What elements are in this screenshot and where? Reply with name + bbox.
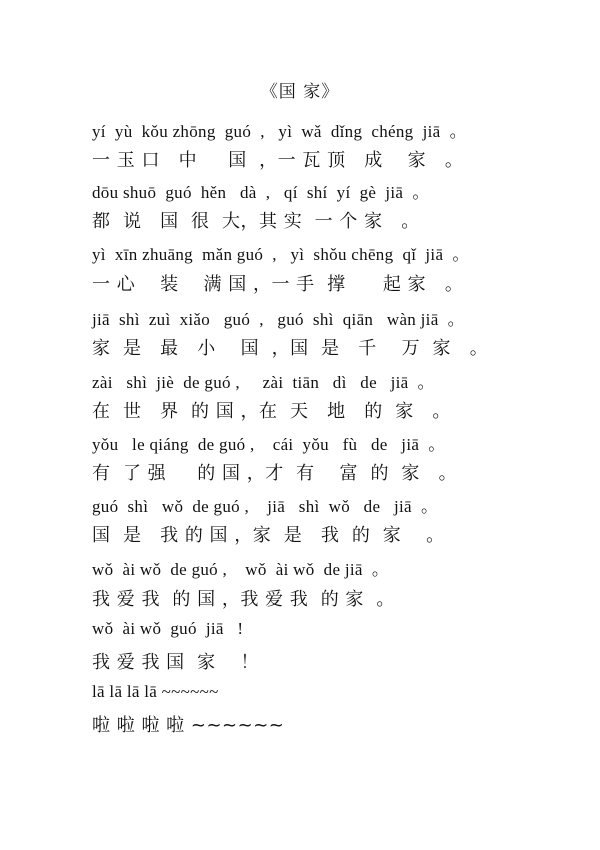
hanzi-line-6: 有 了 强 的 国 ，才 有 富 的 家 。 [92, 463, 458, 484]
pinyin-line-1: yí yù kǒu zhōng guó , yì wǎ dǐng chéng jiā 。 [92, 122, 467, 141]
pinyin-line-2: dōu shuō guó hěn dà , qí shí yí gè jiā 。 [92, 183, 430, 202]
pinyin-line-6: yǒu le qiáng de guó , cái yǒu fù de jiā 。 [92, 435, 446, 454]
hanzi-line-2: 都 说 国 很 大，其 实 一 个 家 。 [92, 211, 420, 232]
pinyin-line-5: zài shì jiè de guó , zài tiān dì de jiā 。 [92, 373, 435, 392]
hanzi-line-9: 我 爱 我 国 家 ！ [92, 652, 259, 673]
pinyin-line-7: guó shì wǒ de guó , jiā shì wǒ de jiā 。 [92, 497, 439, 516]
pinyin-line-3: yì xīn zhuāng mǎn guó , yì shǒu chēng qǐ jiā 。 [92, 245, 470, 264]
hanzi-line-1: 一 玉 口 中 国 ，一 瓦 顶 成 家 。 [92, 150, 464, 171]
pinyin-line-9: wǒ ài wǒ guó jiā ! [92, 619, 244, 638]
hanzi-line-7: 国 是 我 的 国 ，家 是 我 的 家 。 [92, 525, 445, 546]
hanzi-line-8: 我 爱 我 的 国 ，我 爱 我 的 家 。 [92, 589, 395, 610]
pinyin-line-10: lā lā lā lā ~~~~~~ [92, 682, 219, 701]
pinyin-line-8: wǒ ài wǒ de guó , wǒ ài wǒ de jiā 。 [92, 560, 390, 579]
hanzi-line-4: 家 是 最 小 国 ，国 是 千 万 家 。 [92, 338, 489, 359]
hanzi-line-10: 啦 啦 啦 啦 ~~~~~~ [92, 715, 285, 736]
poem-title: 《国 家》 [260, 82, 340, 102]
pinyin-line-4: jiā shì zuì xiǎo guó , guó shì qiān wàn jiā 。 [92, 310, 465, 329]
hanzi-line-3: 一 心 装 满 国 ，一 手 撑 起 家 。 [92, 274, 464, 295]
hanzi-line-5: 在 世 界 的 国 ，在 天 地 的 家 。 [92, 401, 451, 422]
